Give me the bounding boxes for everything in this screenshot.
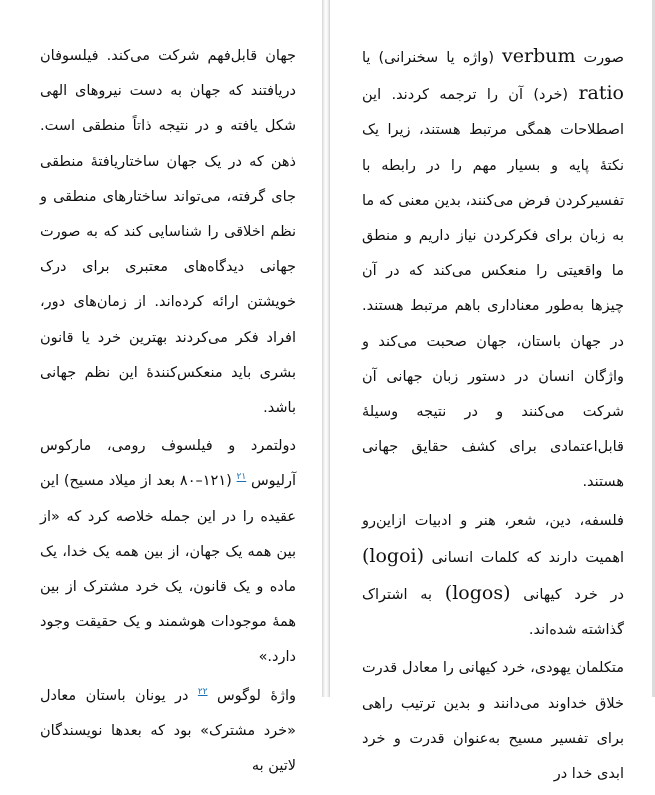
right-page [330, 0, 655, 783]
greek-term-logoi: (logoi) [362, 544, 425, 567]
right-page-text [362, 39, 624, 795]
latin-term-ratio: ratio [578, 82, 624, 105]
right-paragraph-1-text-b: (واژه یا سخنرانی) یا [362, 50, 503, 66]
book-spine-gutter [322, 0, 330, 697]
left-paragraph-2-text-start: دولتمرد و فیلسوف رومی، مارکوس آرلیوس [40, 438, 296, 490]
greek-term-logos: (logos) [444, 582, 511, 605]
left-paragraph-3-text-end: در یونان باستان معادل «خرد مشترک» بود که بعدها نویسندگان لاتین به [40, 687, 296, 775]
left-page [0, 0, 322, 775]
left-paragraph-3 [40, 679, 296, 785]
footnote-link-21[interactable]: ٢١ [236, 472, 247, 483]
right-paragraph-1 [362, 39, 624, 501]
right-paragraph-3-text: متکلمان یهودی، خرد کیهانی را معادل قدرت خلاق خداوند می‌دانند و بدین ترتیب راهی برای تفسیر مسیح به‌عنوان قدرت و خرد ابدی خدا در [362, 660, 624, 783]
right-paragraph-3 [362, 651, 624, 792]
right-paragraph-1-text-a: صورت [575, 50, 624, 66]
right-paragraph-2 [362, 504, 624, 649]
right-paragraph-2-text-b: در خرد کیهانی [510, 587, 624, 604]
left-paragraph-1 [40, 39, 296, 426]
right-paragraph-2-text-c: به اشتراک گذاشته شده‌اند. [362, 587, 624, 639]
left-paragraph-3-text-start: واژهٔ لوگوس [207, 687, 296, 704]
left-paragraph-2 [40, 429, 296, 675]
right-paragraph-2-text-a: فلسفه، دین، شعر، هنر و ادبیات ازاین‌رو اهمیت دارند که کلمات انسانی [362, 512, 624, 566]
footnote-link-22[interactable]: ٢٢ [197, 686, 208, 697]
left-paragraph-2-text-end: (١٢١–٨٠ بعد از میلاد مسیح) این عقیده را در این جمله خلاصه کرد که «از بین همه یک جهان، از بین همه یک خدا، یک ماده و یک قانون، یک خرد مشترک از بین همهٔ موجودات هوشمند و یک حقیقت وجود دارد.» [40, 473, 296, 666]
latin-term-verbum: verbum [502, 45, 576, 67]
left-page-text [40, 39, 296, 787]
right-paragraph-1-text-c: (خرد) آن را ترجمه کردند. این اصطلاحات همگی مرتبط هستند، زیرا یک نکتهٔ پایه و بسیار مهم را در رابطه با تفسیرکردن فرض می‌کنند، بدین معنی که ما به زبان برای فکرکردن نیاز داریم و منطق ما واقعیتی را منعکس می‌کند که در آن چیزها به‌طور معناداری باهم مرتبط هستند. در جهان باستان، جهان صحبت می‌کند و واژگان انسان در دستور زبان جهانی آن شرکت می‌کنند و در نتیجه وسیلهٔ قابل‌اعتمادی برای کشف حقایق جهانی هستند. [362, 87, 624, 491]
left-paragraph-1-text: جهان قابل‌فهم شرکت می‌کند. فیلسوفان دریافتند که جهان به دست نیروهای الهی شکل یافته و در نتیجه ذاتاً منطقی است. ذهن که در یک جهان ساختاریافتهٔ منطقی جای گرفته، می‌تواند ساختارهای منطقی و نظم اخلاقی را شناسایی کند که به صورت جهانی دیدگاه‌های معتبری برای درک خویشتن ارائه کرده‌اند. از زمان‌های دور، افراد فکر می‌کردند بهترین خرد یا قانون بشری باید منعکس‌کنندهٔ این نظم جهانی باشد. [40, 48, 296, 417]
